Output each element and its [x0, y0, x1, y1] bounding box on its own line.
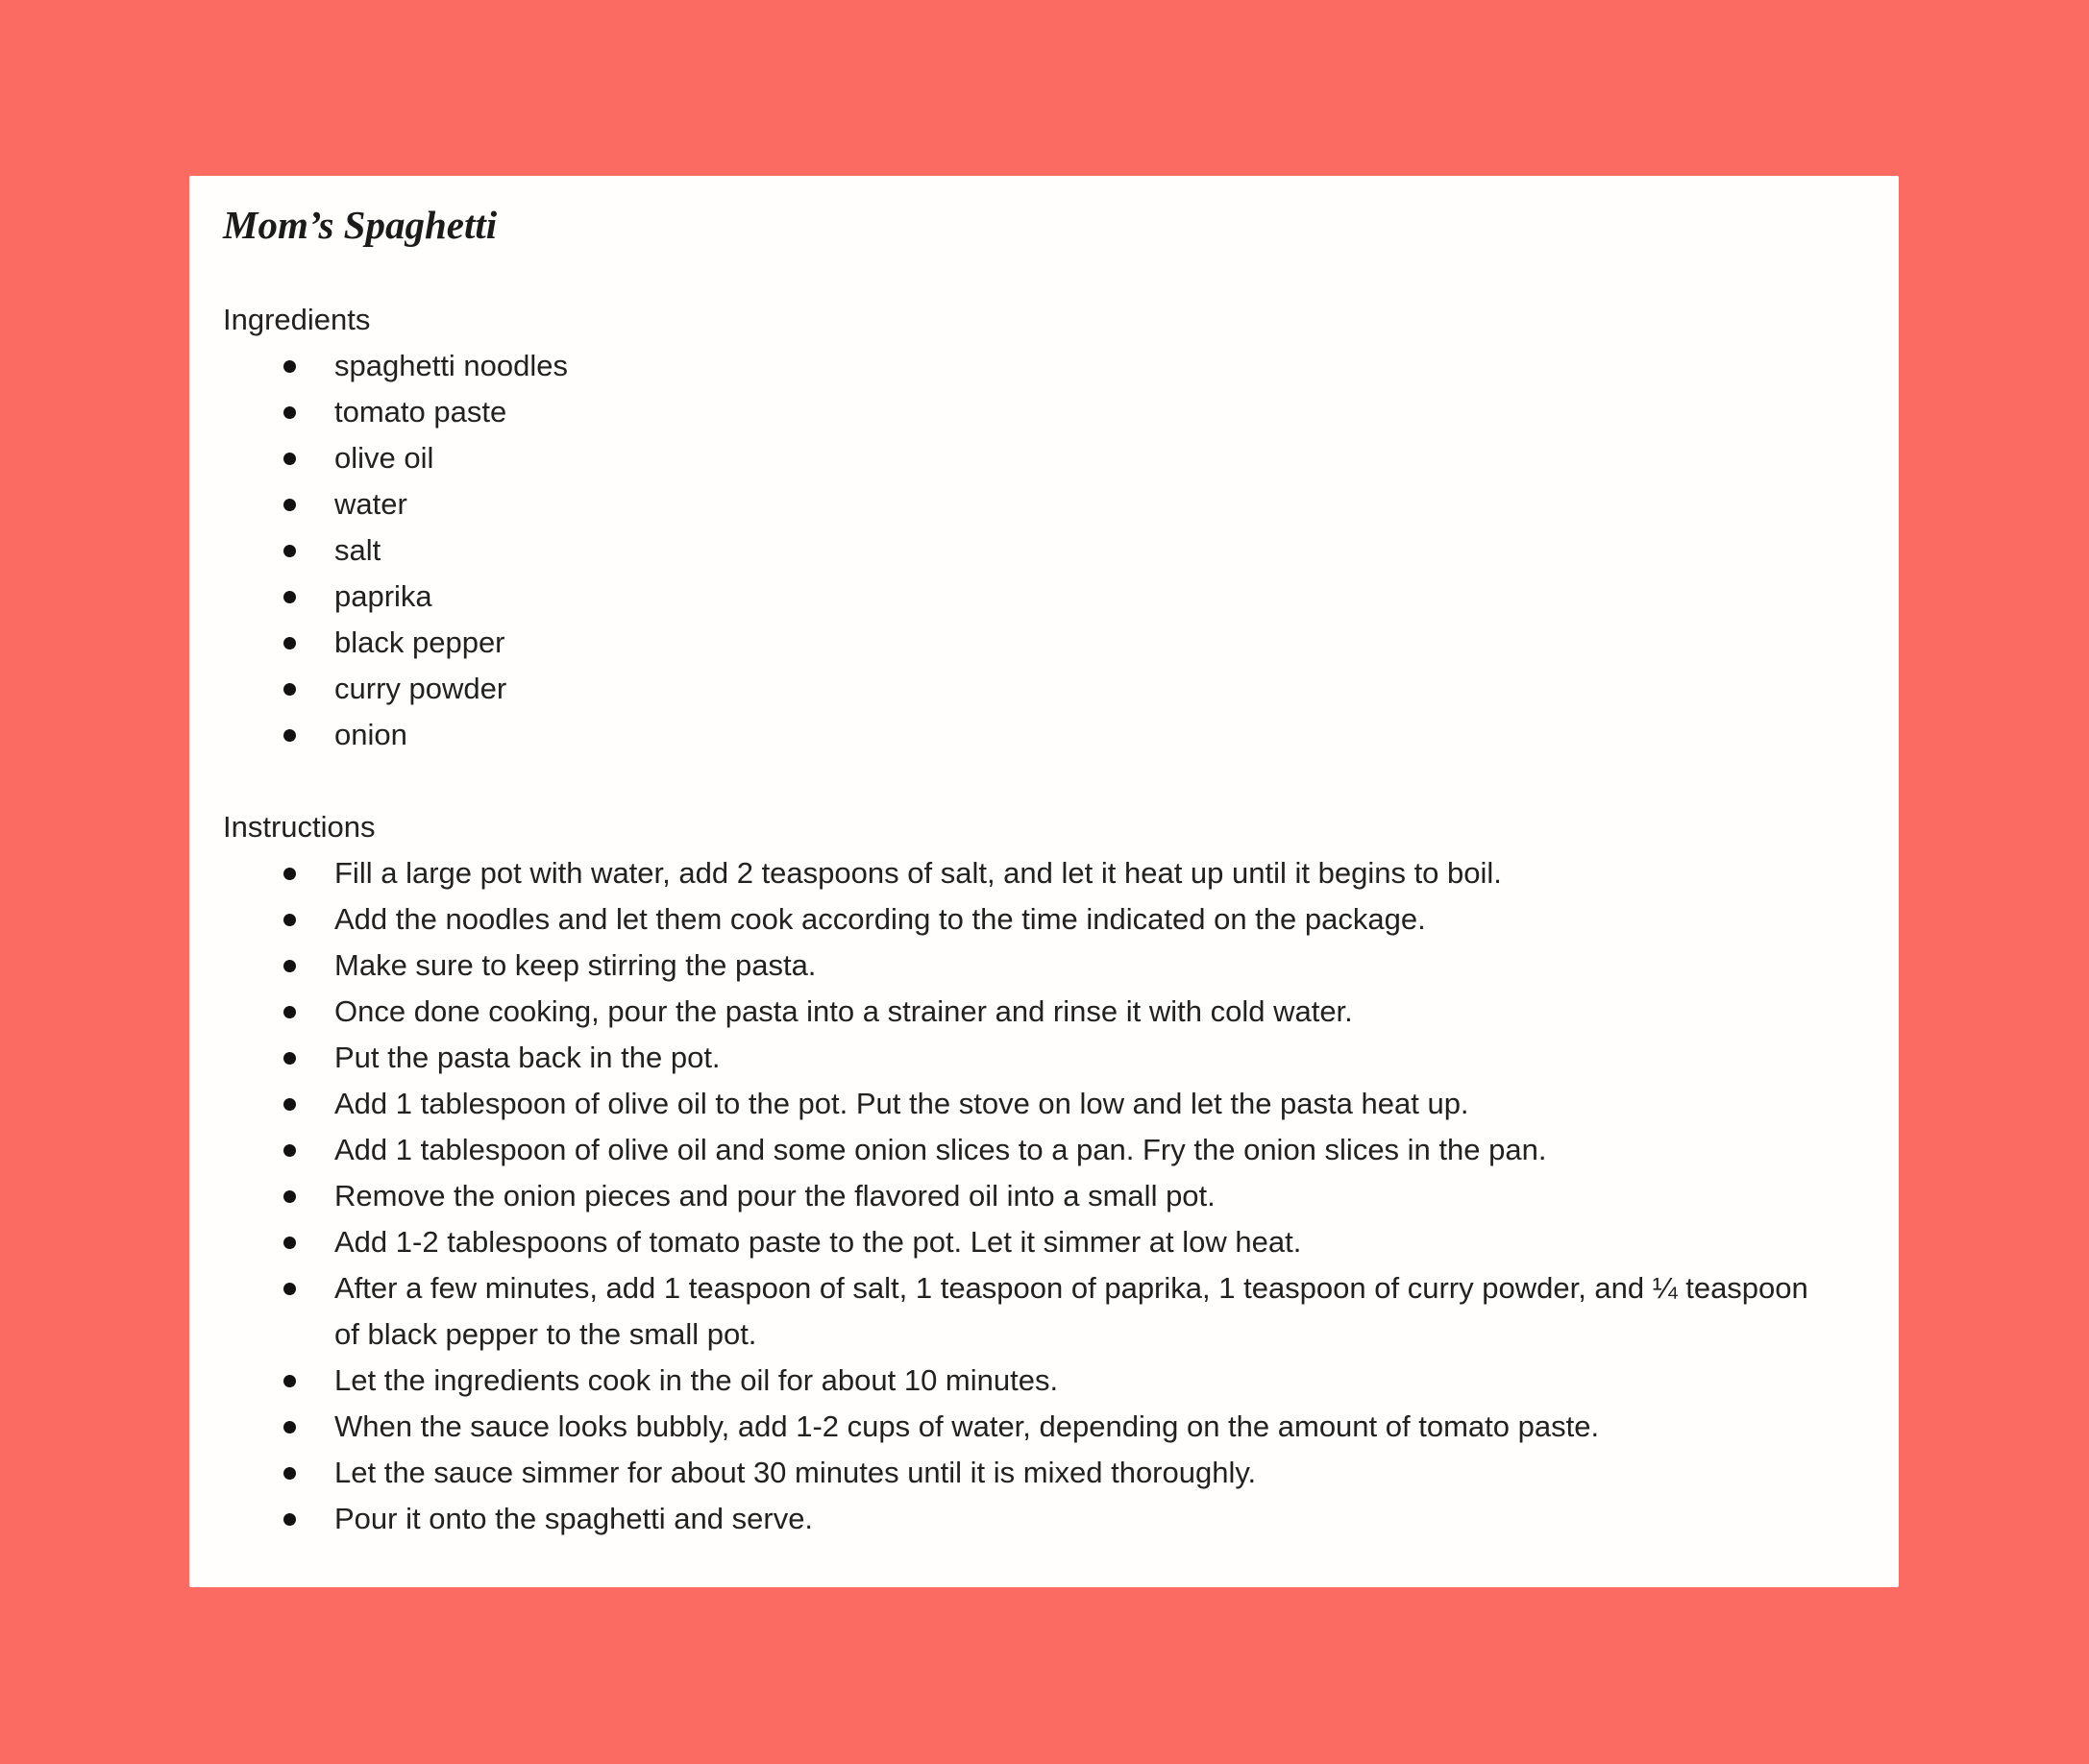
section-heading-instructions: Instructions: [223, 810, 376, 844]
list-item-text: salt: [334, 533, 381, 567]
list-item: [223, 896, 1876, 943]
bullet-icon: [283, 1006, 296, 1018]
list-item-text: onion: [334, 718, 407, 751]
list-item-text: Let the sauce simmer for about 30 minutes until it is mixed thoroughly.: [334, 1456, 1257, 1489]
list-item: [223, 527, 1876, 574]
list-item: [223, 1404, 1876, 1450]
bullet-icon: [283, 1052, 296, 1065]
list-item-text: curry powder: [334, 672, 507, 705]
list-item-text: After a few minutes, add 1 teaspoon of salt, 1 teaspoon of paprika, 1 teaspoon of curry powder, and ¼ teaspoon of black pepper to the small pot.: [334, 1271, 1808, 1351]
list-item-text: Fill a large pot with water, add 2 teaspoons of salt, and let it heat up until it begins to boil.: [334, 856, 1502, 890]
list-item-text: black pepper: [334, 625, 505, 659]
list-item-text: paprika: [334, 579, 432, 613]
list-item: [223, 1358, 1876, 1404]
list-item-text: Pour it onto the spaghetti and serve.: [334, 1502, 814, 1535]
list-item-text: spaghetti noodles: [334, 349, 569, 382]
bullet-icon: [283, 1375, 296, 1387]
bullet-icon: [283, 545, 296, 557]
list-item: [223, 1081, 1876, 1127]
list-item: [223, 989, 1876, 1035]
list-item: [223, 1035, 1876, 1081]
bullet-icon: [283, 960, 296, 972]
list-item-text: Let the ingredients cook in the oil for about 10 minutes.: [334, 1363, 1059, 1397]
bullet-icon: [283, 637, 296, 649]
list-item: [223, 712, 1876, 758]
bullet-icon: [283, 683, 296, 696]
list-item-text: water: [334, 487, 407, 521]
list-item-text: olive oil: [334, 441, 434, 475]
bullet-icon: [283, 1513, 296, 1526]
bullet-icon: [283, 868, 296, 880]
list-item-text: Make sure to keep stirring the pasta.: [334, 948, 817, 982]
list-item-text: Once done cooking, pour the pasta into a strainer and rinse it with cold water.: [334, 994, 1353, 1028]
bullet-icon: [283, 591, 296, 603]
list-item: [223, 1265, 1876, 1358]
bullet-icon: [283, 360, 296, 373]
list-item: [223, 943, 1876, 989]
list-item: [223, 1127, 1876, 1173]
recipe-document-card: [189, 176, 1899, 1587]
bullet-icon: [283, 1144, 296, 1157]
list-item: [223, 850, 1876, 896]
list-item-text: Remove the onion pieces and pour the flavored oil into a small pot.: [334, 1179, 1216, 1213]
instructions-list: [223, 850, 1876, 1542]
list-item-text: Put the pasta back in the pot.: [334, 1041, 721, 1074]
bullet-icon: [283, 1190, 296, 1203]
list-item: [223, 620, 1876, 666]
list-item: [223, 389, 1876, 435]
list-item: [223, 1219, 1876, 1265]
bullet-icon: [283, 1237, 296, 1249]
bullet-icon: [283, 453, 296, 465]
bullet-icon: [283, 914, 296, 926]
ingredients-list: [223, 343, 1876, 758]
list-item: [223, 666, 1876, 712]
list-item-text: Add 1-2 tablespoons of tomato paste to the pot. Let it simmer at low heat.: [334, 1225, 1302, 1259]
list-item: [223, 1450, 1876, 1496]
list-item-text: When the sauce looks bubbly, add 1-2 cups of water, depending on the amount of tomato paste.: [334, 1409, 1600, 1443]
list-item: [223, 574, 1876, 620]
list-item: [223, 1496, 1876, 1542]
list-item: [223, 343, 1876, 389]
bullet-icon: [283, 1467, 296, 1480]
bullet-icon: [283, 1098, 296, 1111]
list-item-text: Add 1 tablespoon of olive oil and some onion slices to a pan. Fry the onion slices in the pan.: [334, 1133, 1547, 1166]
list-item-text: Add 1 tablespoon of olive oil to the pot. Put the stove on low and let the pasta heat up.: [334, 1087, 1469, 1120]
list-item-text: tomato paste: [334, 395, 507, 429]
list-item: [223, 481, 1876, 527]
bullet-icon: [283, 1421, 296, 1433]
list-item: [223, 1173, 1876, 1219]
list-item: [223, 435, 1876, 481]
list-item-text: Add the noodles and let them cook according to the time indicated on the package.: [334, 902, 1426, 936]
recipe-title: Mom’s Spaghetti: [223, 203, 498, 247]
bullet-icon: [283, 406, 296, 419]
bullet-icon: [283, 499, 296, 511]
bullet-icon: [283, 729, 296, 742]
section-heading-ingredients: Ingredients: [223, 303, 371, 336]
bullet-icon: [283, 1283, 296, 1295]
